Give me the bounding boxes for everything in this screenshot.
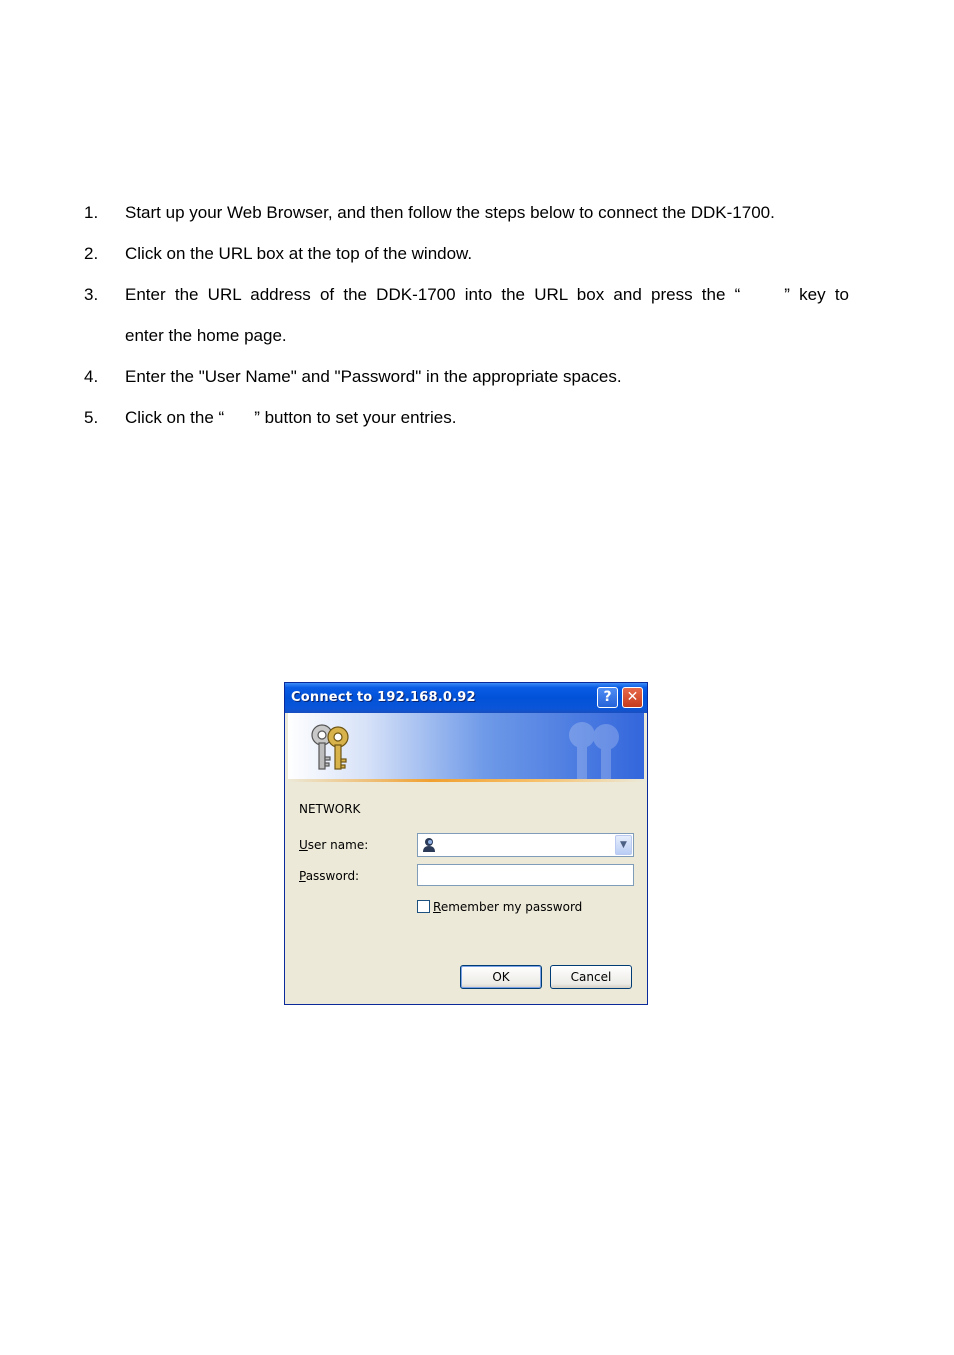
login-dialog: [284, 682, 648, 1005]
keys-icon: [304, 721, 360, 773]
step-text-part: Click on the “: [125, 408, 225, 427]
realm-label: NETWORK: [299, 802, 361, 816]
username-label: [299, 838, 368, 852]
dialog-title: Connect to 192.168.0.92: [291, 690, 476, 705]
chevron-down-icon: ▼: [620, 840, 627, 850]
step-5: [84, 397, 874, 438]
keys-watermark-icon: [554, 719, 634, 779]
username-dropdown-button[interactable]: [615, 835, 632, 855]
step-text-part: Enter the URL address of the DDK-1700 into the URL box and press the “: [125, 285, 741, 304]
ok-button[interactable]: OK: [460, 965, 542, 989]
step-number: 4.: [84, 367, 99, 386]
username-accesskey: U: [299, 838, 308, 852]
password-label: [299, 869, 359, 883]
step-text: Click on the URL box at the top of the window.: [125, 244, 473, 263]
dialog-banner: [288, 713, 644, 779]
username-combobox[interactable]: [417, 833, 634, 857]
step-text: Start up your Web Browser, and then follow the steps below to connect the DDK-1700.: [125, 203, 775, 222]
password-label-text: assword:: [305, 869, 360, 883]
step-3: [84, 274, 874, 356]
password-field[interactable]: [417, 864, 634, 886]
help-icon: ?: [603, 689, 612, 705]
step-1: [84, 192, 874, 233]
username-label-text: ser name:: [307, 838, 369, 852]
step-text: [125, 408, 456, 427]
step-text: Enter the "User Name" and "Password" in the appropriate spaces.: [125, 367, 622, 386]
remember-accesskey: R: [433, 900, 441, 914]
password-accesskey: P: [299, 869, 306, 883]
help-button[interactable]: [597, 687, 618, 708]
close-icon: ✕: [626, 689, 639, 705]
step-number: 3.: [84, 285, 99, 304]
step-text-continuation: enter the home page.: [125, 326, 287, 345]
remember-password-checkbox[interactable]: [417, 900, 430, 913]
close-button[interactable]: [622, 687, 643, 708]
dialog-body: [288, 782, 644, 1001]
dialog-titlebar[interactable]: [285, 683, 647, 713]
step-text: [125, 274, 849, 315]
remember-password-label: emember my password: [440, 900, 583, 914]
step-number: 5.: [84, 408, 99, 427]
step-2: [84, 233, 874, 274]
step-number: 1.: [84, 203, 99, 222]
remember-password-option[interactable]: [417, 900, 582, 914]
user-icon: [422, 837, 436, 853]
step-number: 2.: [84, 244, 99, 263]
step-text-part: ” key to: [784, 285, 849, 304]
instruction-list: [84, 192, 874, 438]
cancel-button[interactable]: Cancel: [550, 965, 632, 989]
step-text-part: ” button to set your entries.: [254, 408, 457, 427]
step-4: [84, 356, 874, 397]
